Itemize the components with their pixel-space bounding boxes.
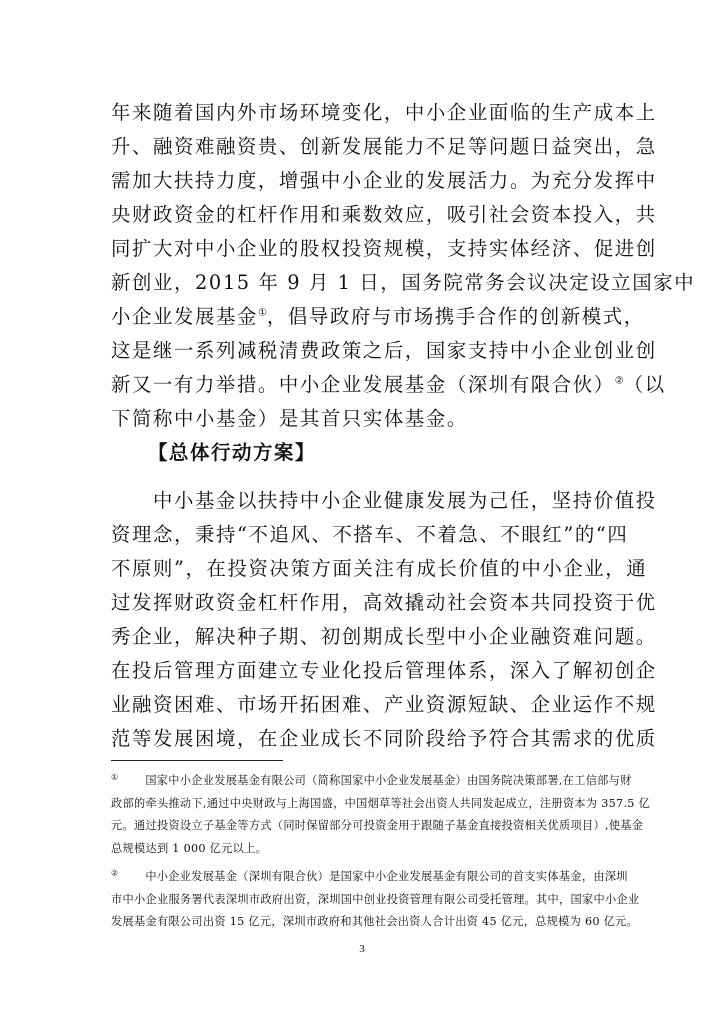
text-line: 升、融资难融资贵、创新发展能力不足等问题日益突出，急 xyxy=(111,135,657,158)
text-line: 不原则”，在投资决策方面关注有成长价值的中小企业，通 xyxy=(111,557,648,580)
page-number: 3 xyxy=(359,943,365,955)
text-line: 范等发展困境，在企业成长不同阶段给予符合其需求的优质 xyxy=(111,727,657,750)
footnote-line: 发展基金有限公司出资 15 亿元，深圳市政府和其他社会出资人合计出资 45 亿元，总规模为 60 亿元。 xyxy=(111,915,639,928)
footnote-line: 市中小企业服务署代表深圳市政府出资，深圳国中创业投资管理有限公司受托管理。其中，国家中小企业 xyxy=(111,892,640,906)
text-line: 同扩大对中小企业的股权投资规模，支持实体经济、促进创 xyxy=(111,237,657,260)
footnote-mark-1: ① xyxy=(111,772,119,782)
text-segment: 新又一有力举措。中小企业发展基金（深圳有限合伙） xyxy=(111,373,615,396)
text-line: 业融资困难、市场开拓困难、产业资源短缺、企业运作不规 xyxy=(111,693,657,716)
footnote-line: 元。通过投资设立子基金等方式（同时保留部分可投资金用于跟随子基金直接投资相关优质项目）,使基金 xyxy=(111,819,644,832)
text-line: 新创业，2015 年 9 月 1 日，国务院常务会议决定设立国家中 xyxy=(111,271,696,294)
section-heading: 【总体行动方案】 xyxy=(148,441,316,464)
text-line: 在投后管理方面建立专业化投后管理体系，深入了解初创企 xyxy=(111,659,657,682)
text-segment: （以 xyxy=(623,373,666,396)
text-line: 需加大扶持力度，增强中小企业的发展活力。为充分发挥中 xyxy=(111,169,657,192)
text-line: 资理念，秉持“不追风、不搭车、不着急、不眼红”的“四 xyxy=(111,523,629,546)
footnote-ref-2[interactable]: ② xyxy=(614,375,624,387)
footnote-line: 总规模达到 1 000 亿元以上。 xyxy=(111,841,268,855)
paragraph-intro xyxy=(111,96,696,436)
text-segment: 小企业发展基金 xyxy=(111,305,258,328)
text-line: 央财政资金的杠杆作用和乘数效应，吸引社会资本投入，共 xyxy=(111,203,657,226)
footnote-line xyxy=(111,770,632,793)
footnote-text: 国家中小企业发展基金有限公司（简称国家中小企业发展基金）由国务院决策部署,在工信部与财 xyxy=(118,774,632,787)
text-line: 中小基金以扶持中小企业健康发展为己任，坚持价值投 xyxy=(111,489,657,512)
text-segment: ，倡导政府与市场携手合作的创新模式， xyxy=(266,305,645,328)
footnote-mark-2: ② xyxy=(111,868,119,878)
text-line xyxy=(111,300,645,334)
footnote-1 xyxy=(111,770,651,860)
text-line: 过发挥财政资金杠杆作用，高效撬动社会资本共同投资于优 xyxy=(111,591,657,614)
text-line: 秀企业，解决种子期、初创期成长型中小企业融资难问题。 xyxy=(111,625,657,648)
footnotes xyxy=(111,770,651,934)
text-line: 年来随着国内外市场环境变化，中小企业面临的生产成本上 xyxy=(111,101,657,124)
footnote-ref-1[interactable]: ① xyxy=(257,307,267,319)
paragraph-action-plan xyxy=(111,484,657,756)
footnote-divider xyxy=(111,760,283,761)
footnote-2 xyxy=(111,866,640,934)
text-line: 这是继一系列减税清费政策之后，国家支持中小企业创业创 xyxy=(111,339,657,362)
footnote-text: 中小企业发展基金（深圳有限合伙）是国家中小企业发展基金有限公司的首支实体基金，由深圳 xyxy=(118,870,628,883)
footnote-line xyxy=(111,866,628,889)
text-line xyxy=(111,368,666,402)
footnote-line: 政部的牵头推动下,通过中央财政与上海国盛，中国烟草等社会出资人共同发起成立，注册资本为 357.5 亿 xyxy=(111,796,651,810)
text-line: 下简称中小基金）是其首只实体基金。 xyxy=(111,407,468,430)
